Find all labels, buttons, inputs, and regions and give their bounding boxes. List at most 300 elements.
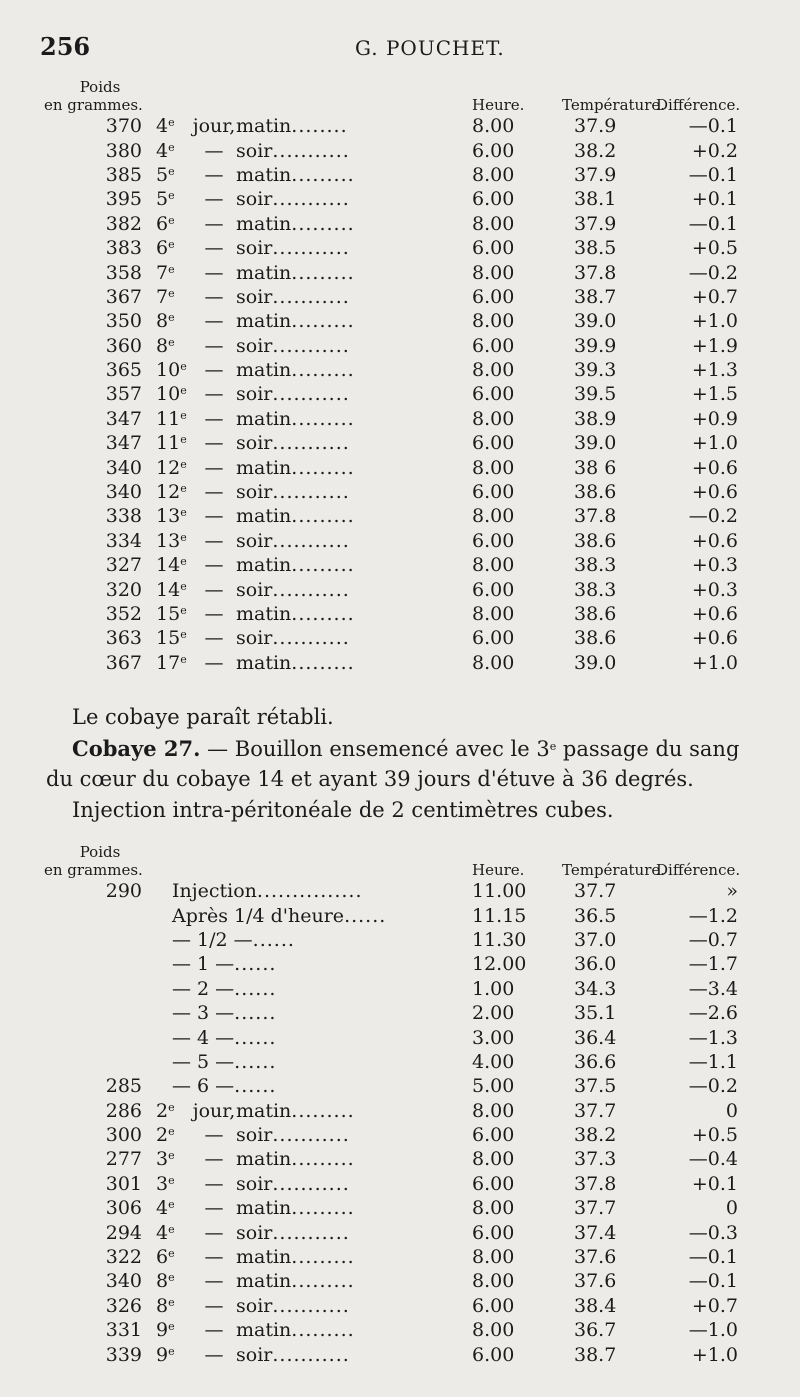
- poids-cell: 339: [105, 1343, 142, 1366]
- difference-cell: —0.2: [688, 261, 738, 284]
- heure-cell: 6.00: [472, 1221, 515, 1244]
- temperature-cell: 39.0: [574, 310, 617, 333]
- temperature-cell: 37.8: [574, 1172, 617, 1195]
- separator-cell: —: [204, 163, 224, 186]
- paragraph-line: [46, 767, 694, 791]
- temperature-cell: 36.0: [574, 953, 617, 976]
- separator-cell: —: [204, 1270, 224, 1293]
- time-label: matin: [236, 261, 292, 284]
- temperature-cell: 36.4: [574, 1026, 617, 1049]
- leader-dots: ...............: [256, 880, 363, 903]
- poids-cell: 277: [105, 1148, 142, 1171]
- day-cell: [156, 358, 192, 382]
- time-cell: [236, 431, 466, 455]
- leader-dots: ...........: [272, 529, 350, 552]
- temperature-cell: 38 6: [574, 456, 617, 479]
- time-label: soir: [236, 578, 273, 601]
- day-cell: [156, 626, 192, 650]
- heure-cell: 8.00: [472, 456, 515, 479]
- temperature-cell: 38.7: [574, 285, 617, 308]
- heure-cell: 6.00: [472, 627, 515, 650]
- time-cell: [236, 1245, 466, 1269]
- difference-cell: —1.3: [688, 1026, 738, 1049]
- separator-cell: —: [204, 1148, 224, 1171]
- time-cell: [236, 212, 466, 236]
- heure-cell: 8.00: [472, 1197, 515, 1220]
- superscript: e: [180, 604, 187, 617]
- time-cell: [236, 1123, 466, 1147]
- time-label: soir: [236, 1343, 273, 1366]
- heure-cell: 8.00: [472, 1099, 515, 1122]
- leader-dots: ......: [234, 1050, 277, 1073]
- heure-cell: 8.00: [472, 407, 515, 430]
- day-number: 8: [156, 334, 169, 357]
- day-cell: [156, 1196, 192, 1220]
- temperature-cell: 38.2: [574, 1124, 617, 1147]
- day-number: 3: [156, 1172, 169, 1195]
- leader-dots: .........: [291, 456, 355, 479]
- difference-cell: »: [726, 880, 738, 903]
- temperature-cell: 38.6: [574, 529, 617, 552]
- difference-cell: +0.3: [691, 578, 738, 601]
- heure-cell: 6.00: [472, 383, 515, 406]
- temperature-cell: 34.3: [574, 977, 617, 1000]
- day-number: 4: [156, 1221, 169, 1244]
- time-label: matin: [236, 310, 292, 333]
- leader-dots: .........: [291, 1270, 355, 1293]
- separator-cell: —: [204, 1294, 224, 1317]
- time-label: soir: [236, 1221, 273, 1244]
- leader-dots: ......: [344, 904, 387, 927]
- temperature-cell: 38.6: [574, 603, 617, 625]
- heure-cell: 8.00: [472, 115, 515, 138]
- time-label: soir: [236, 1294, 273, 1317]
- poids-cell: [44, 1025, 156, 1049]
- day-cell: [156, 187, 192, 211]
- heure-cell: 8.00: [472, 163, 515, 186]
- poids-cell: 286: [105, 1099, 142, 1122]
- poids-cell: [44, 952, 156, 976]
- superscript: e: [180, 433, 187, 447]
- poids-cell: 322: [105, 1246, 142, 1269]
- day-cell: [156, 553, 192, 577]
- heure-cell: 6.00: [472, 432, 515, 455]
- leader-dots: ...........: [272, 627, 350, 650]
- time-cell: [236, 187, 466, 211]
- superscript: e: [180, 384, 187, 398]
- day-cell: [156, 334, 192, 358]
- temperature-cell: 37.3: [574, 1148, 617, 1171]
- difference-cell: +0.5: [691, 237, 738, 260]
- poids-cell: 382: [105, 212, 142, 235]
- separator-cell: —: [204, 456, 224, 479]
- table-row: [44, 431, 744, 455]
- poids-cell: 385: [105, 163, 142, 186]
- difference-cell: —3.4: [688, 977, 738, 1000]
- table-row: [44, 879, 744, 903]
- day-cell: [156, 455, 192, 479]
- difference-cell: +1.5: [691, 383, 738, 406]
- day-cell: [156, 382, 192, 406]
- description-text: du cœur du cobaye 14 et ayant 39 jours d'étuve à 36 degrés.: [46, 767, 694, 791]
- poids-cell: 340: [105, 1270, 142, 1293]
- temperature-cell: 38.9: [574, 407, 617, 430]
- leader-dots: ...........: [272, 237, 350, 260]
- time-cell: [236, 334, 466, 358]
- superscript: e: [180, 652, 187, 666]
- poids-cell: 326: [105, 1294, 142, 1317]
- superscript: e: [180, 579, 187, 593]
- leader-dots: .........: [291, 359, 355, 382]
- poids-cell: 370: [105, 115, 142, 138]
- time-cell: [236, 651, 466, 675]
- time-cell: [236, 1220, 466, 1244]
- poids-cell: 363: [105, 627, 142, 650]
- time-cell: [236, 309, 466, 333]
- time-cell: [236, 1269, 466, 1293]
- poids-cell: [44, 1050, 156, 1074]
- temperature-cell: 38.6: [574, 627, 617, 650]
- table-row: [44, 602, 744, 626]
- superscript: e: [180, 506, 187, 520]
- heure-cell: 11.15: [472, 904, 527, 927]
- time-cell: [156, 1001, 466, 1025]
- difference-cell: —0.3: [688, 1221, 738, 1244]
- temperature-table-2: [44, 843, 744, 1367]
- temperature-cell: 35.1: [574, 1002, 617, 1025]
- time-cell: [236, 260, 466, 284]
- day-cell: [156, 163, 192, 187]
- superscript: e: [168, 1198, 175, 1212]
- leader-dots: ...........: [272, 1343, 350, 1366]
- day-cell: [156, 138, 192, 162]
- table-row: [44, 1123, 744, 1147]
- poids-cell: 367: [105, 651, 142, 674]
- leader-dots: ...........: [272, 432, 350, 455]
- time-cell: [236, 114, 466, 138]
- table-row: [44, 480, 744, 504]
- leader-dots: ...........: [272, 188, 350, 211]
- difference-cell: +1.3: [691, 359, 738, 382]
- day-number: 9: [156, 1343, 169, 1366]
- temperature-table-1: [44, 78, 744, 675]
- heure-cell: 8.00: [472, 212, 515, 235]
- difference-cell: —0.1: [688, 212, 738, 235]
- poids-cell: 301: [105, 1172, 142, 1195]
- time-cell: [156, 952, 466, 976]
- table-row: [44, 1025, 744, 1049]
- leader-dots: .........: [291, 407, 355, 430]
- poids-cell: 357: [105, 383, 142, 406]
- day-cell: [156, 212, 192, 236]
- heure-cell: 8.00: [472, 651, 515, 674]
- leader-dots: ...........: [272, 1221, 350, 1244]
- superscript: e: [168, 1344, 175, 1358]
- table-row: [44, 358, 744, 382]
- time-cell: [236, 504, 466, 528]
- separator-cell: —: [204, 651, 224, 674]
- day-number: 5: [156, 188, 169, 211]
- time-cell: [236, 1342, 466, 1366]
- time-label: matin: [236, 163, 292, 186]
- poids-cell: 327: [105, 554, 142, 577]
- time-cell: [236, 1147, 466, 1171]
- time-cell: [236, 382, 466, 406]
- time-label: soir: [236, 481, 273, 504]
- paragraph-line: [72, 798, 614, 822]
- separator-cell: —: [204, 310, 224, 333]
- time-cell: [236, 407, 466, 431]
- time-label: Après 1/4 d'heure: [172, 904, 345, 927]
- day-number: 6: [156, 1246, 169, 1269]
- poids-cell: 383: [105, 237, 142, 260]
- table-row: [44, 455, 744, 479]
- temperature-cell: 37.6: [574, 1246, 617, 1269]
- table-row: [44, 1099, 744, 1123]
- poids-cell: 300: [105, 1124, 142, 1147]
- day-number: 6: [156, 237, 169, 260]
- leader-dots: .........: [291, 603, 355, 625]
- time-cell: [156, 977, 466, 1001]
- time-cell: [156, 1025, 466, 1049]
- day-cell: [156, 431, 192, 455]
- table-row: [44, 382, 744, 406]
- separator-cell: —: [204, 188, 224, 211]
- temperature-cell: 38.6: [574, 481, 617, 504]
- difference-cell: —0.2: [688, 1075, 738, 1098]
- running-title: G. POUCHET.: [355, 36, 505, 60]
- heure-cell: 8.00: [472, 505, 515, 528]
- temperature-cell: 39.3: [574, 359, 617, 382]
- table-row: [44, 553, 744, 577]
- leader-dots: .........: [291, 212, 355, 235]
- separator-cell: —: [204, 1343, 224, 1366]
- heure-cell: 6.00: [472, 1124, 515, 1147]
- temperature-cell: 37.7: [574, 1197, 617, 1220]
- day-cell: [156, 529, 192, 553]
- separator-cell: —: [204, 1246, 224, 1269]
- superscript: e: [168, 140, 175, 154]
- cobaye-title: Cobaye 27.: [72, 736, 201, 761]
- difference-cell: 0: [725, 1197, 738, 1220]
- heure-cell: 6.00: [472, 188, 515, 211]
- heure-cell: 8.00: [472, 1148, 515, 1171]
- poids-cell: [44, 928, 156, 952]
- injection-text: Injection intra-péritonéale de 2 centimètres cubes.: [72, 798, 614, 822]
- poids-cell: 358: [105, 261, 142, 284]
- temperature-cell: 37.5: [574, 1075, 617, 1098]
- day-cell: [156, 114, 192, 138]
- leader-dots: ...........: [272, 481, 350, 504]
- temperature-cell: 37.0: [574, 928, 617, 951]
- temperature-cell: 36.7: [574, 1319, 617, 1342]
- time-cell: [236, 480, 466, 504]
- leader-dots: ......: [234, 1075, 277, 1098]
- day-cell: [156, 407, 192, 431]
- temperature-cell: 36.5: [574, 904, 617, 927]
- superscript: e: [180, 457, 187, 471]
- leader-dots: ...........: [272, 1172, 350, 1195]
- time-cell: [236, 163, 466, 187]
- heure-cell: 8.00: [472, 1319, 515, 1342]
- day-number: 11: [156, 407, 181, 430]
- difference-cell: +1.0: [691, 310, 738, 333]
- table-header-row: [44, 843, 744, 861]
- day-cell: [156, 577, 192, 601]
- time-cell: [236, 1099, 466, 1123]
- temperature-header: Température.: [562, 861, 666, 879]
- time-label: — 3 —: [172, 1002, 235, 1025]
- time-cell: [236, 285, 466, 309]
- heure-cell: 6.00: [472, 529, 515, 552]
- heure-cell: 2.00: [472, 1002, 515, 1025]
- time-label: — 5 —: [172, 1050, 235, 1073]
- time-label: matin: [236, 603, 292, 625]
- difference-cell: —1.1: [688, 1050, 738, 1073]
- table-row: [44, 1196, 744, 1220]
- table-row: [44, 977, 744, 1001]
- leader-dots: .........: [291, 505, 355, 528]
- heure-cell: 8.00: [472, 1270, 515, 1293]
- poids-cell: 294: [105, 1221, 142, 1244]
- poids-cell: 352: [105, 603, 142, 625]
- heure-cell: 6.00: [472, 1343, 515, 1366]
- leader-dots: .........: [291, 163, 355, 186]
- separator-cell: —: [204, 237, 224, 260]
- day-cell: [156, 1269, 192, 1293]
- difference-cell: —0.1: [688, 163, 738, 186]
- leader-dots: .........: [291, 261, 355, 284]
- paragraph-line: [72, 736, 739, 761]
- poids-header: Poids: [79, 78, 121, 96]
- difference-cell: +0.1: [691, 188, 738, 211]
- separator-cell: jour,: [192, 115, 236, 138]
- difference-header: Différence.: [656, 861, 741, 879]
- difference-cell: —1.7: [688, 953, 738, 976]
- temperature-cell: 37.8: [574, 261, 617, 284]
- leader-dots: ......: [234, 977, 277, 1000]
- difference-cell: +0.5: [691, 1124, 738, 1147]
- time-label: matin: [236, 505, 292, 528]
- time-cell: [236, 138, 466, 162]
- difference-cell: +1.0: [691, 432, 738, 455]
- poids-cell: 380: [105, 139, 142, 162]
- superscript: e: [168, 164, 175, 178]
- time-label: matin: [236, 359, 292, 382]
- table-row: [44, 163, 744, 187]
- time-label: matin: [236, 407, 292, 430]
- superscript: e: [168, 1222, 175, 1236]
- poids-cell: 347: [105, 432, 142, 455]
- poids-cell: 331: [105, 1319, 142, 1342]
- separator-cell: —: [204, 1172, 224, 1195]
- leader-dots: ........: [291, 115, 348, 138]
- table-row: [44, 138, 744, 162]
- separator-cell: —: [204, 139, 224, 162]
- table-row: [44, 260, 744, 284]
- leader-dots: .........: [291, 1148, 355, 1171]
- table-header-row: [44, 78, 744, 96]
- heure-cell: 6.00: [472, 481, 515, 504]
- difference-cell: —0.7: [688, 928, 738, 951]
- leader-dots: ...........: [272, 578, 350, 601]
- superscript: e: [168, 1271, 175, 1285]
- time-cell: [236, 358, 466, 382]
- poids-cell: 334: [105, 529, 142, 552]
- time-cell: [156, 1050, 466, 1074]
- difference-cell: +0.6: [691, 529, 738, 552]
- separator-cell: —: [204, 505, 224, 528]
- leader-dots: .........: [291, 1197, 355, 1220]
- poids-cell: 320: [105, 578, 142, 601]
- table-row: [44, 285, 744, 309]
- cobaye-dash: —: [200, 737, 235, 761]
- day-cell: [156, 1172, 192, 1196]
- separator-cell: —: [204, 578, 224, 601]
- table-row: [44, 1074, 744, 1098]
- superscript: e: [168, 311, 175, 325]
- time-label: — 1 —: [172, 953, 235, 976]
- superscript: e: [168, 1173, 175, 1187]
- temperature-cell: 38.1: [574, 188, 617, 211]
- heure-cell: 5.00: [472, 1075, 515, 1098]
- temperature-cell: 38.5: [574, 237, 617, 260]
- temperature-cell: 37.7: [574, 880, 617, 903]
- time-label: — 4 —: [172, 1026, 235, 1049]
- time-label: matin: [236, 1099, 292, 1122]
- page-header: [40, 32, 760, 72]
- difference-cell: +0.3: [691, 554, 738, 577]
- separator-cell: —: [204, 261, 224, 284]
- poids-cell: [44, 1001, 156, 1025]
- table-row: [44, 1269, 744, 1293]
- temperature-cell: 37.9: [574, 115, 617, 138]
- separator-cell: —: [204, 1197, 224, 1220]
- table-header-row: [44, 861, 744, 879]
- day-number: 7: [156, 261, 169, 284]
- time-cell: [236, 529, 466, 553]
- time-label: soir: [236, 139, 273, 162]
- time-cell: [156, 903, 466, 927]
- table-row: [44, 504, 744, 528]
- heure-header: Heure.: [472, 96, 525, 114]
- difference-cell: —0.1: [688, 1246, 738, 1269]
- time-cell: [236, 626, 466, 650]
- heure-cell: 6.00: [472, 285, 515, 308]
- day-number: 6: [156, 212, 169, 235]
- difference-cell: +0.7: [691, 285, 738, 308]
- difference-cell: —1.2: [688, 904, 738, 927]
- day-number: 7: [156, 285, 169, 308]
- leader-dots: .........: [291, 554, 355, 577]
- heure-cell: 8.00: [472, 1246, 515, 1269]
- table-row: [44, 309, 744, 333]
- table-row: [44, 903, 744, 927]
- superscript: e: [168, 1125, 175, 1139]
- superscript: e: [168, 238, 175, 252]
- paragraph-line: [72, 705, 334, 729]
- day-number: 8: [156, 1294, 169, 1317]
- separator-cell: jour,: [192, 1099, 236, 1122]
- separator-cell: —: [204, 481, 224, 504]
- table-row: [44, 236, 744, 260]
- table-row: [44, 651, 744, 675]
- leader-dots: .........: [291, 1246, 355, 1269]
- temperature-cell: 37.9: [574, 163, 617, 186]
- difference-cell: +1.9: [691, 334, 738, 357]
- leader-dots: .........: [291, 1319, 355, 1342]
- table-row: [44, 1342, 744, 1366]
